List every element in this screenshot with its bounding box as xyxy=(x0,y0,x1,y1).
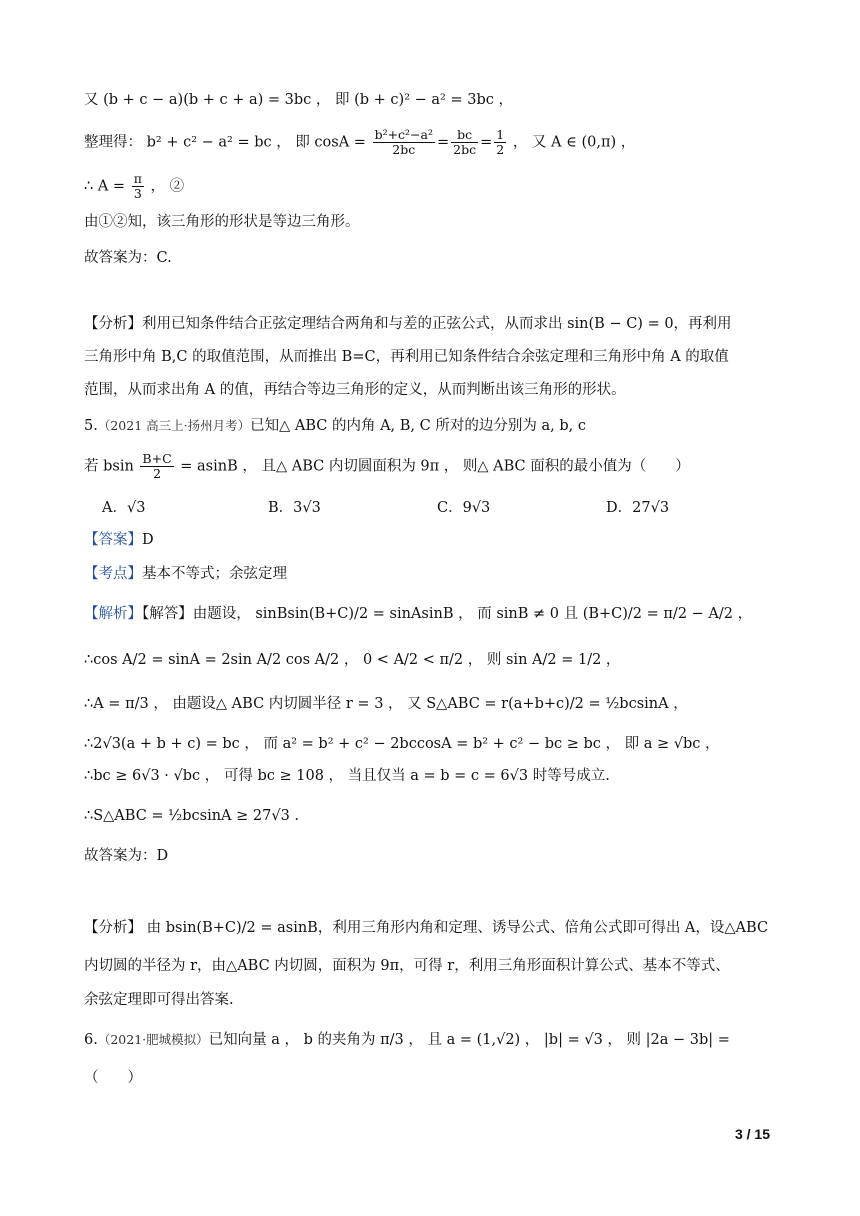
denominator: 2 xyxy=(153,466,162,481)
solution-text: 【解答】由题设， sinBsin(B+C)/2 = sinAsinB ， 而 sinB ≠ 0 且 (B+C)/2 = π/2 − A/2 ， xyxy=(142,606,753,622)
question-source: （2021 高三上·扬州月考） xyxy=(97,418,251,433)
text-line: 整理得： b² + c² − a² = bc ， 即 cosA = $\frac{\text{b²+c²−a²}}{2bc}$ = $\frac{bc}{2bc}$ = $\frac{1}{2}$ ， 又 A ∈ (0,π) ， xyxy=(84,127,636,157)
fraction xyxy=(140,452,173,481)
text-segment: = asinB ， 且△ ABC 内切圆面积为 9π ， 则△ ABC 面积的最小值为（ ） xyxy=(180,458,690,475)
numerator: π xyxy=(133,171,142,186)
text-segment: 整理得： b² + c² − a² = bc ， 即 cosA = xyxy=(84,134,366,151)
option-a[interactable]: A．√3 xyxy=(102,500,146,516)
analysis-line: 【分析】 由 bsin(B+C)/2 = asinB，利用三角形内角和定理、诱导公式、倍角公式即可得出 A，设△ABC xyxy=(84,920,769,936)
numerator: bc xyxy=(451,128,478,143)
text-segment: ， ② xyxy=(150,178,185,195)
analysis-line: 三角形中角 B,C 的取值范围，从而推出 B=C，再利用已知条件结合余弦定理和三角形中角 A 的取值 xyxy=(84,349,729,365)
solution-line: 故答案为：D xyxy=(84,848,169,864)
solution-tag: 【解析】 xyxy=(84,606,142,622)
knowledge-point-line xyxy=(84,564,287,584)
text-line: 故答案为：C. xyxy=(84,250,172,266)
solution-line: ∴bc ≥ 6√3 · √bc ， 可得 bc ≥ 108 ， 当且仅当 a = b = c = 6√3 时等号成立. xyxy=(84,768,610,784)
question-text: 已知△ ABC 的内角 A, B, C 所对的边分别为 a, b, c xyxy=(250,418,586,434)
analysis-line: 【分析】利用已知条件结合正弦定理结合两角和与差的正弦公式，从而求出 sin(B − C) = 0，再利用 xyxy=(84,316,732,332)
solution-line: ∴S△ABC = ½bcsinA ≥ 27√3 . xyxy=(84,808,300,824)
question-text xyxy=(84,452,690,481)
denominator: 2bc xyxy=(453,142,477,157)
solution-line: ∴A = π/3 ， 由题设△ ABC 内切圆半径 r = 3 ， 又 S△ABC = r(a+b+c)/2 = ½bcsinA ， xyxy=(84,696,688,712)
question-text: （ ） xyxy=(84,1070,142,1086)
page-number: 3 / 15 xyxy=(734,1126,770,1142)
fraction xyxy=(451,128,478,157)
question-text: 已知向量 a ， b 的夹角为 π/3 ， 且 a = (1,√2) ， |b| = √3 ， 则 |2a − 3b| = xyxy=(208,1032,730,1048)
fraction xyxy=(132,172,144,201)
question-header xyxy=(84,1030,730,1050)
question-number: 6. xyxy=(84,1032,98,1048)
text-line: 又 (b + c − a)(b + c + a) = 3bc ， 即 (b + c)² − a² = 3bc ， xyxy=(84,92,513,108)
denominator: 3 xyxy=(133,186,142,201)
knowledge-point-tag: 【考点】 xyxy=(84,566,142,582)
option-d[interactable]: D．27√3 xyxy=(606,500,670,516)
numerator: 1 xyxy=(496,127,505,142)
option-c[interactable]: C．9√3 xyxy=(437,500,491,516)
solution-line xyxy=(84,604,752,624)
text-line xyxy=(84,172,184,201)
question-number: 5. xyxy=(84,418,98,434)
question-source: （2021·肥城模拟） xyxy=(97,1032,209,1047)
solution-line: ∴cos A/2 = sinA = 2sin A/2 cos A/2 ， 0 < A/2 < π/2 ， 则 sin A/2 = 1/2 ， xyxy=(84,652,621,668)
knowledge-point-text: 基本不等式；余弦定理 xyxy=(142,566,287,582)
denominator: 2bc xyxy=(392,142,416,157)
analysis-line: 范围，从而求出角 A 的值，再结合等边三角形的定义，从而判断出该三角形的形状。 xyxy=(84,382,626,398)
numerator: B+C xyxy=(142,451,172,466)
analysis-line: 余弦定理即可得出答案. xyxy=(84,992,234,1008)
fraction xyxy=(494,128,506,157)
option-b[interactable]: B．3√3 xyxy=(268,500,321,516)
analysis-line: 内切圆的半径为 r，由△ABC 内切圆，面积为 9π，可得 r，利用三角形面积计算公式、基本不等式、 xyxy=(84,958,730,974)
question-header xyxy=(84,416,586,436)
denominator: 2 xyxy=(496,142,505,157)
solution-line: ∴2√3(a + b + c) = bc ， 而 a² = b² + c² − 2bccosA = b² + c² − bc ≥ bc ， 即 a ≥ √bc ， xyxy=(84,736,720,752)
answer-value: D xyxy=(142,532,154,548)
text-segment: ， 又 A ∈ (0,π) ， xyxy=(512,134,636,151)
text-segment: ∴ A = xyxy=(84,178,126,195)
numerator: b²+c²−a² xyxy=(374,127,433,142)
fraction xyxy=(373,128,435,157)
answer-line xyxy=(84,530,154,550)
text-segment: 若 bsin xyxy=(84,458,134,475)
text-line: 由①②知，该三角形的形状是等边三角形。 xyxy=(84,214,360,230)
answer-tag: 【答案】 xyxy=(84,532,142,548)
